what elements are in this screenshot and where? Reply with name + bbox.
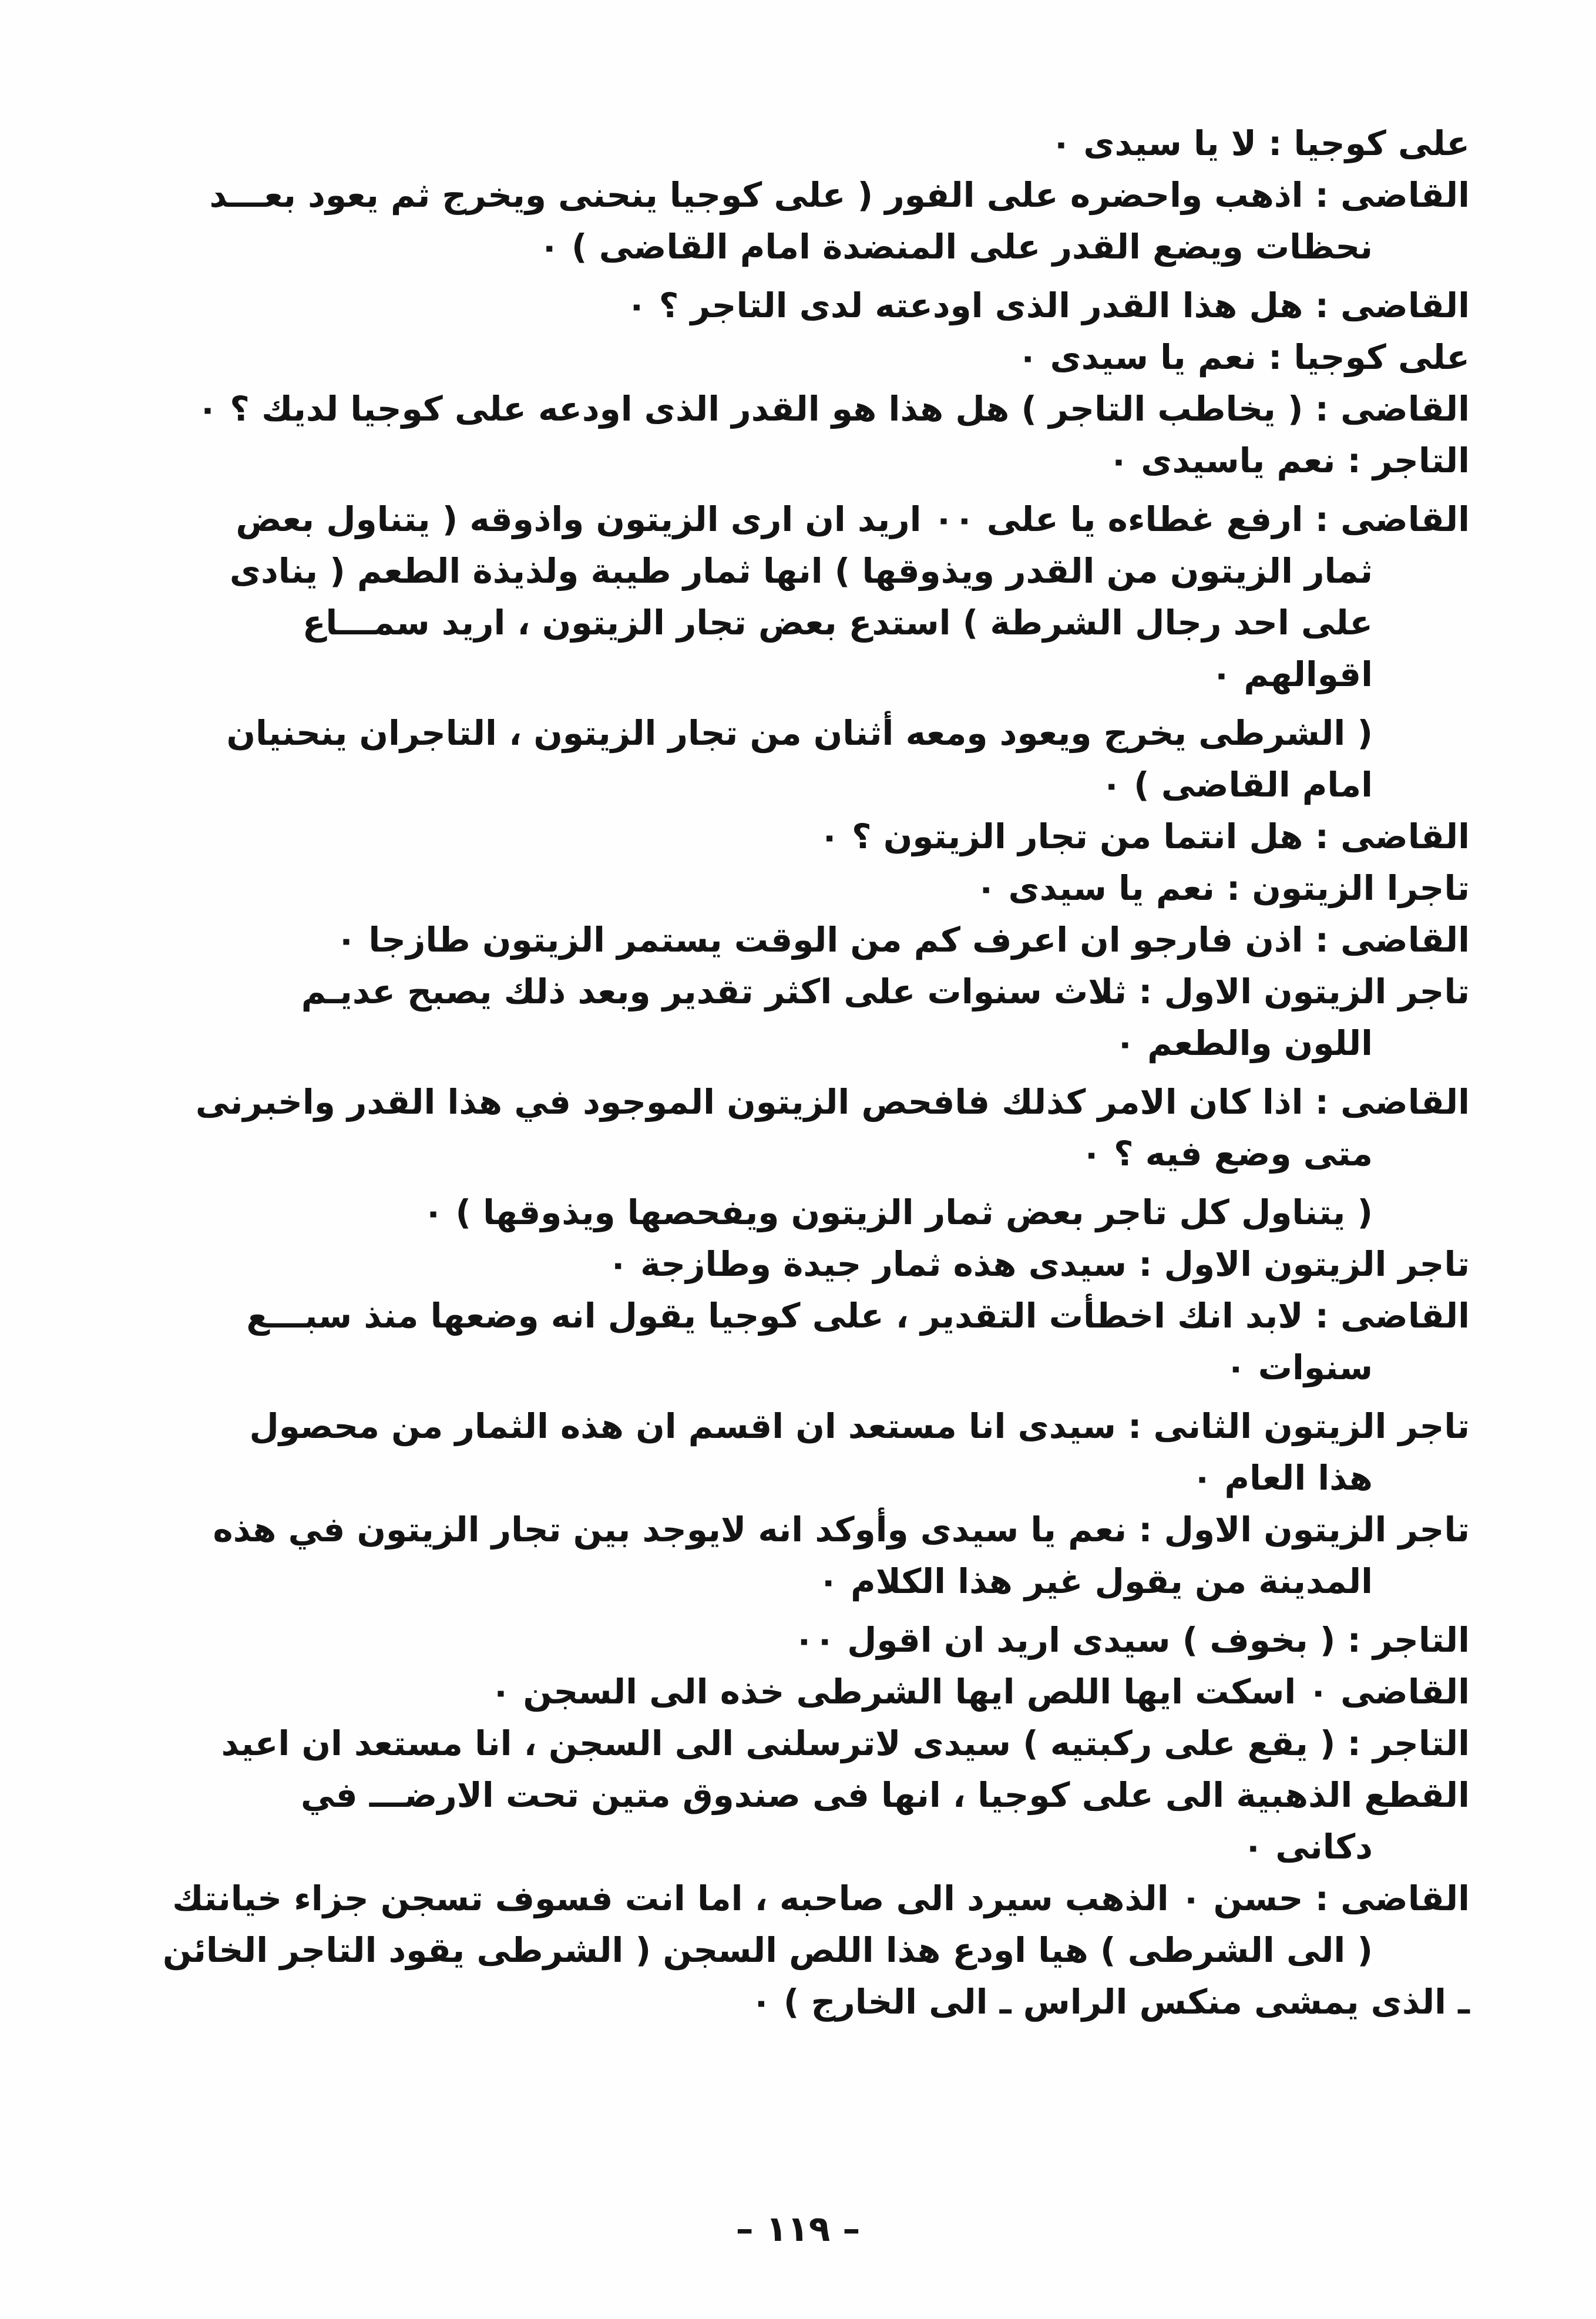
text-line: على كوجيا : نعم يا سيدى ٠ bbox=[1017, 337, 1470, 377]
text-line: القاضى ٠ اسكت ايها اللص ايها الشرطى خذه الى السجن ٠ bbox=[490, 1672, 1470, 1712]
text-line: سنوات ٠ bbox=[1225, 1347, 1373, 1387]
text-line: ـ الذى يمشى منكس الراس ـ الى الخارج ) ٠ bbox=[751, 1982, 1470, 2022]
text-line: المدينة من يقول غير هذا الكلام ٠ bbox=[818, 1561, 1373, 1601]
text-line: امام القاضى ) ٠ bbox=[1101, 765, 1373, 805]
text-line: ثمار الزيتون من القدر ويذوقها ) انها ثمار طيبة ولذيذة الطعم ( ينادى bbox=[229, 551, 1373, 591]
text-line: القاضى : لابد انك اخطأت التقدير ، على كوجيا يقول انه وضعها منذ سبـــع bbox=[246, 1296, 1470, 1336]
text-line: القاضى : هل انتما من تجار الزيتون ؟ ٠ bbox=[819, 816, 1470, 856]
text-line: القاضى : اذا كان الامر كذلك فافحص الزيتون الموجود في هذا القدر واخبرنى bbox=[195, 1082, 1470, 1122]
text-line: ( الشرطى يخرج ويعود ومعه أثنان من تجار الزيتون ، التاجران ينحنيان bbox=[226, 713, 1373, 753]
text-line: التاجر : نعم ياسيدى ٠ bbox=[1108, 441, 1470, 480]
text-line: اللون والطعم ٠ bbox=[1114, 1023, 1373, 1063]
text-line: دكانى ٠ bbox=[1242, 1827, 1373, 1867]
text-line: تاجر الزيتون الثانى : سيدى انا مستعد ان اقسم ان هذه الثمار من محصول bbox=[249, 1406, 1470, 1446]
text-line: القاضى : حسن ٠ الذهب سيرد الى صاحبه ، اما انت فسوف تسجن جزاء خيانتك bbox=[172, 1878, 1470, 1918]
text-line: على احد رجال الشرطة ) استدع بعض تجار الزيتون ، اريد سمـــاع bbox=[302, 603, 1373, 643]
text-line: متى وضع فيه ؟ ٠ bbox=[1081, 1134, 1373, 1174]
text-line: القاضى : ارفع غطاءه يا على ٠٠ اريد ان ارى الزيتون واذوقه ( يتناول بعض bbox=[236, 499, 1470, 539]
text-line: تاجر الزيتون الاول : ثلاث سنوات على اكثر تقدير وبعد ذلك يصبح عديـم bbox=[301, 972, 1470, 1011]
text-line: القطع الذهبية الى على كوجيا ، انها فى صندوق متين تحت الارضـــ في bbox=[300, 1775, 1470, 1815]
page-number: – ١١٩ – bbox=[735, 2209, 861, 2250]
text-line: ( يتناول كل تاجر بعض ثمار الزيتون ويفحصها ويذوقها ) ٠ bbox=[422, 1192, 1373, 1232]
text-line: هذا العام ٠ bbox=[1191, 1458, 1373, 1498]
dialogue-text bbox=[125, 117, 1470, 2028]
text-line: القاضى : اذهب واحضره على الفور ( على كوجيا ينحنى ويخرج ثم يعود بعـــد bbox=[209, 175, 1470, 215]
text-line: تاجرا الزيتون : نعم يا سيدى ٠ bbox=[975, 868, 1470, 908]
text-line: التاجر : ( بخوف ) سيدى اريد ان اقول ٠٠ bbox=[794, 1620, 1470, 1660]
text-line: نحظات ويضع القدر على المنضدة امام القاضى ) ٠ bbox=[539, 227, 1373, 267]
text-line: على كوجيا : لا يا سيدى ٠ bbox=[1050, 123, 1470, 163]
text-line: القاضى : ( يخاطب التاجر ) هل هذا هو القدر الذى اودعه على كوجيا لديك ؟ ٠ bbox=[197, 389, 1470, 429]
text-line: التاجر : ( يقع على ركبتيه ) سيدى لاترسلنى الى السجن ، انا مستعد ان اعيد bbox=[221, 1723, 1470, 1763]
text-line: القاضى : اذن فارجو ان اعرف كم من الوقت يستمر الزيتون طازجا ٠ bbox=[335, 920, 1470, 960]
text-line: تاجر الزيتون الاول : نعم يا سيدى وأوكد انه لايوجد بين تجار الزيتون في هذه bbox=[213, 1510, 1470, 1550]
text-line: تاجر الزيتون الاول : سيدى هذه ثمار جيدة وطازجة ٠ bbox=[607, 1244, 1470, 1284]
text-line: القاضى : هل هذا القدر الذى اودعته لدى التاجر ؟ ٠ bbox=[626, 285, 1470, 325]
text-line: ( الى الشرطى ) هيا اودع هذا اللص السجن ( الشرطى يقود التاجر الخائن bbox=[162, 1930, 1373, 1970]
text-line: اقوالهم ٠ bbox=[1211, 654, 1373, 694]
